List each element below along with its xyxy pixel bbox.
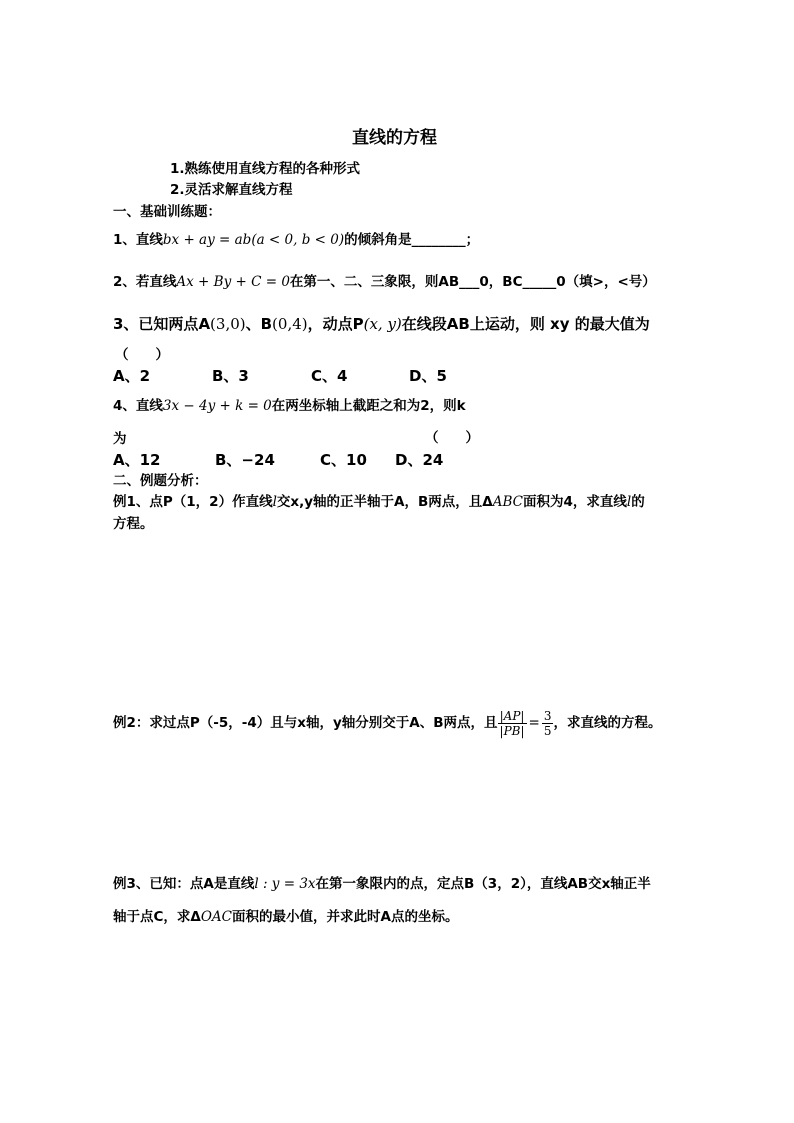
objective-1: 1.熟练使用直线方程的各种形式 bbox=[170, 161, 361, 177]
ex1-part-1: 例1、点P（1，2）作直线 bbox=[113, 494, 273, 510]
ex3-line-2 bbox=[113, 911, 458, 925]
q4-option-b: B、−24 bbox=[215, 451, 275, 469]
q4-suffix: 在两坐标轴上截距之和为2，则k bbox=[271, 398, 466, 414]
ex2-ratio-numerator: 3 bbox=[543, 709, 552, 723]
ex1-triangle-abc: ABC bbox=[492, 494, 523, 510]
ex2-fraction-ratio bbox=[542, 710, 554, 737]
q4-prefix: 4、直线 bbox=[113, 398, 163, 414]
section-basic-heading: 一、基础训练题： bbox=[113, 204, 221, 220]
q3-part-3: ，动点P bbox=[307, 315, 364, 333]
ex2-equals: = bbox=[528, 714, 540, 731]
ex3-line-2b: 面积的最小值，并求此时A点的坐标。 bbox=[232, 909, 459, 925]
q4-line-2: 为 bbox=[113, 431, 127, 447]
ex1-line-l: l bbox=[272, 494, 277, 510]
q1-suffix: 的倾斜角是________； bbox=[344, 232, 480, 248]
ex1-part-3: 面积为4，求直线 bbox=[522, 494, 627, 510]
q1-equation: bx + ay = ab(a < 0, b < 0) bbox=[162, 232, 345, 248]
question-4 bbox=[113, 400, 466, 414]
q3-option-b: B、3 bbox=[212, 367, 249, 385]
question-2 bbox=[113, 276, 656, 290]
ex3-part-1: 例3、已知：点A是直线 bbox=[113, 876, 255, 892]
q4-option-c: C、10 bbox=[320, 451, 367, 469]
q2-prefix: 2、若直线 bbox=[113, 274, 177, 290]
ex2-fraction-denominator: |PB| bbox=[499, 724, 525, 738]
page-title: 直线的方程 bbox=[352, 128, 437, 148]
q1-prefix: 1、直线 bbox=[113, 232, 163, 248]
q3-answer-bracket: （ ） bbox=[115, 347, 169, 363]
ex2-part-1: 例2：求过点P（-5，-4）且与x轴，y轴分别交于A、B两点，且 bbox=[113, 714, 498, 731]
q3-point-a: (3,0) bbox=[210, 315, 246, 333]
q4-option-d: D、24 bbox=[395, 451, 444, 469]
example-2 bbox=[113, 710, 661, 737]
q3-option-d: D、5 bbox=[409, 367, 447, 385]
ex3-equation: l : y = 3x bbox=[254, 876, 316, 892]
q3-part-4: 在线段AB上运动，则 xy 的最大值为 bbox=[401, 315, 650, 333]
q4-equation: 3x − 4y + k = 0 bbox=[162, 398, 272, 414]
ex1-part-2: 交x,y轴的正半轴于A，B两点，且Δ bbox=[276, 494, 493, 510]
ex1-line-l-2: l bbox=[626, 494, 632, 510]
ex3-triangle-oac: OAC bbox=[200, 909, 233, 925]
q3-part-1: 3、已知两点A bbox=[113, 315, 211, 333]
section-examples-heading: 二、例题分析： bbox=[113, 473, 208, 489]
ex3-part-2: 在第一象限内的点，定点B（3，2），直线AB交x轴正半 bbox=[315, 876, 651, 892]
ex2-ratio-denominator: 5 bbox=[543, 724, 552, 738]
q4-answer-bracket: （ ） bbox=[425, 430, 479, 446]
ex1-part-4: 的 bbox=[631, 494, 645, 510]
ex2-part-2: ，求直线的方程。 bbox=[553, 714, 662, 731]
q3-option-a: A、2 bbox=[113, 367, 151, 385]
question-1 bbox=[113, 234, 479, 248]
q3-point-p: (x, y) bbox=[363, 315, 402, 333]
question-3 bbox=[113, 317, 650, 332]
objective-2: 2.灵活求解直线方程 bbox=[170, 182, 293, 198]
example-1 bbox=[113, 496, 645, 510]
q3-point-b: (0,4) bbox=[272, 315, 308, 333]
ex1-line-2: 方程。 bbox=[113, 516, 154, 532]
q2-suffix: 在第一、二、三象限，则AB___0，BC_____0（填>，<号） bbox=[289, 274, 656, 290]
ex2-fraction-numerator: |AP| bbox=[498, 710, 527, 724]
q4-option-a: A、12 bbox=[113, 451, 161, 469]
example-3 bbox=[113, 878, 651, 892]
ex3-line-2a: 轴于点C，求Δ bbox=[113, 909, 201, 925]
q2-equation: Ax + By + C = 0 bbox=[176, 274, 290, 290]
q3-part-2: 、B bbox=[245, 315, 273, 333]
ex2-fraction-ap-pb bbox=[498, 710, 527, 737]
q3-option-c: C、4 bbox=[311, 367, 348, 385]
